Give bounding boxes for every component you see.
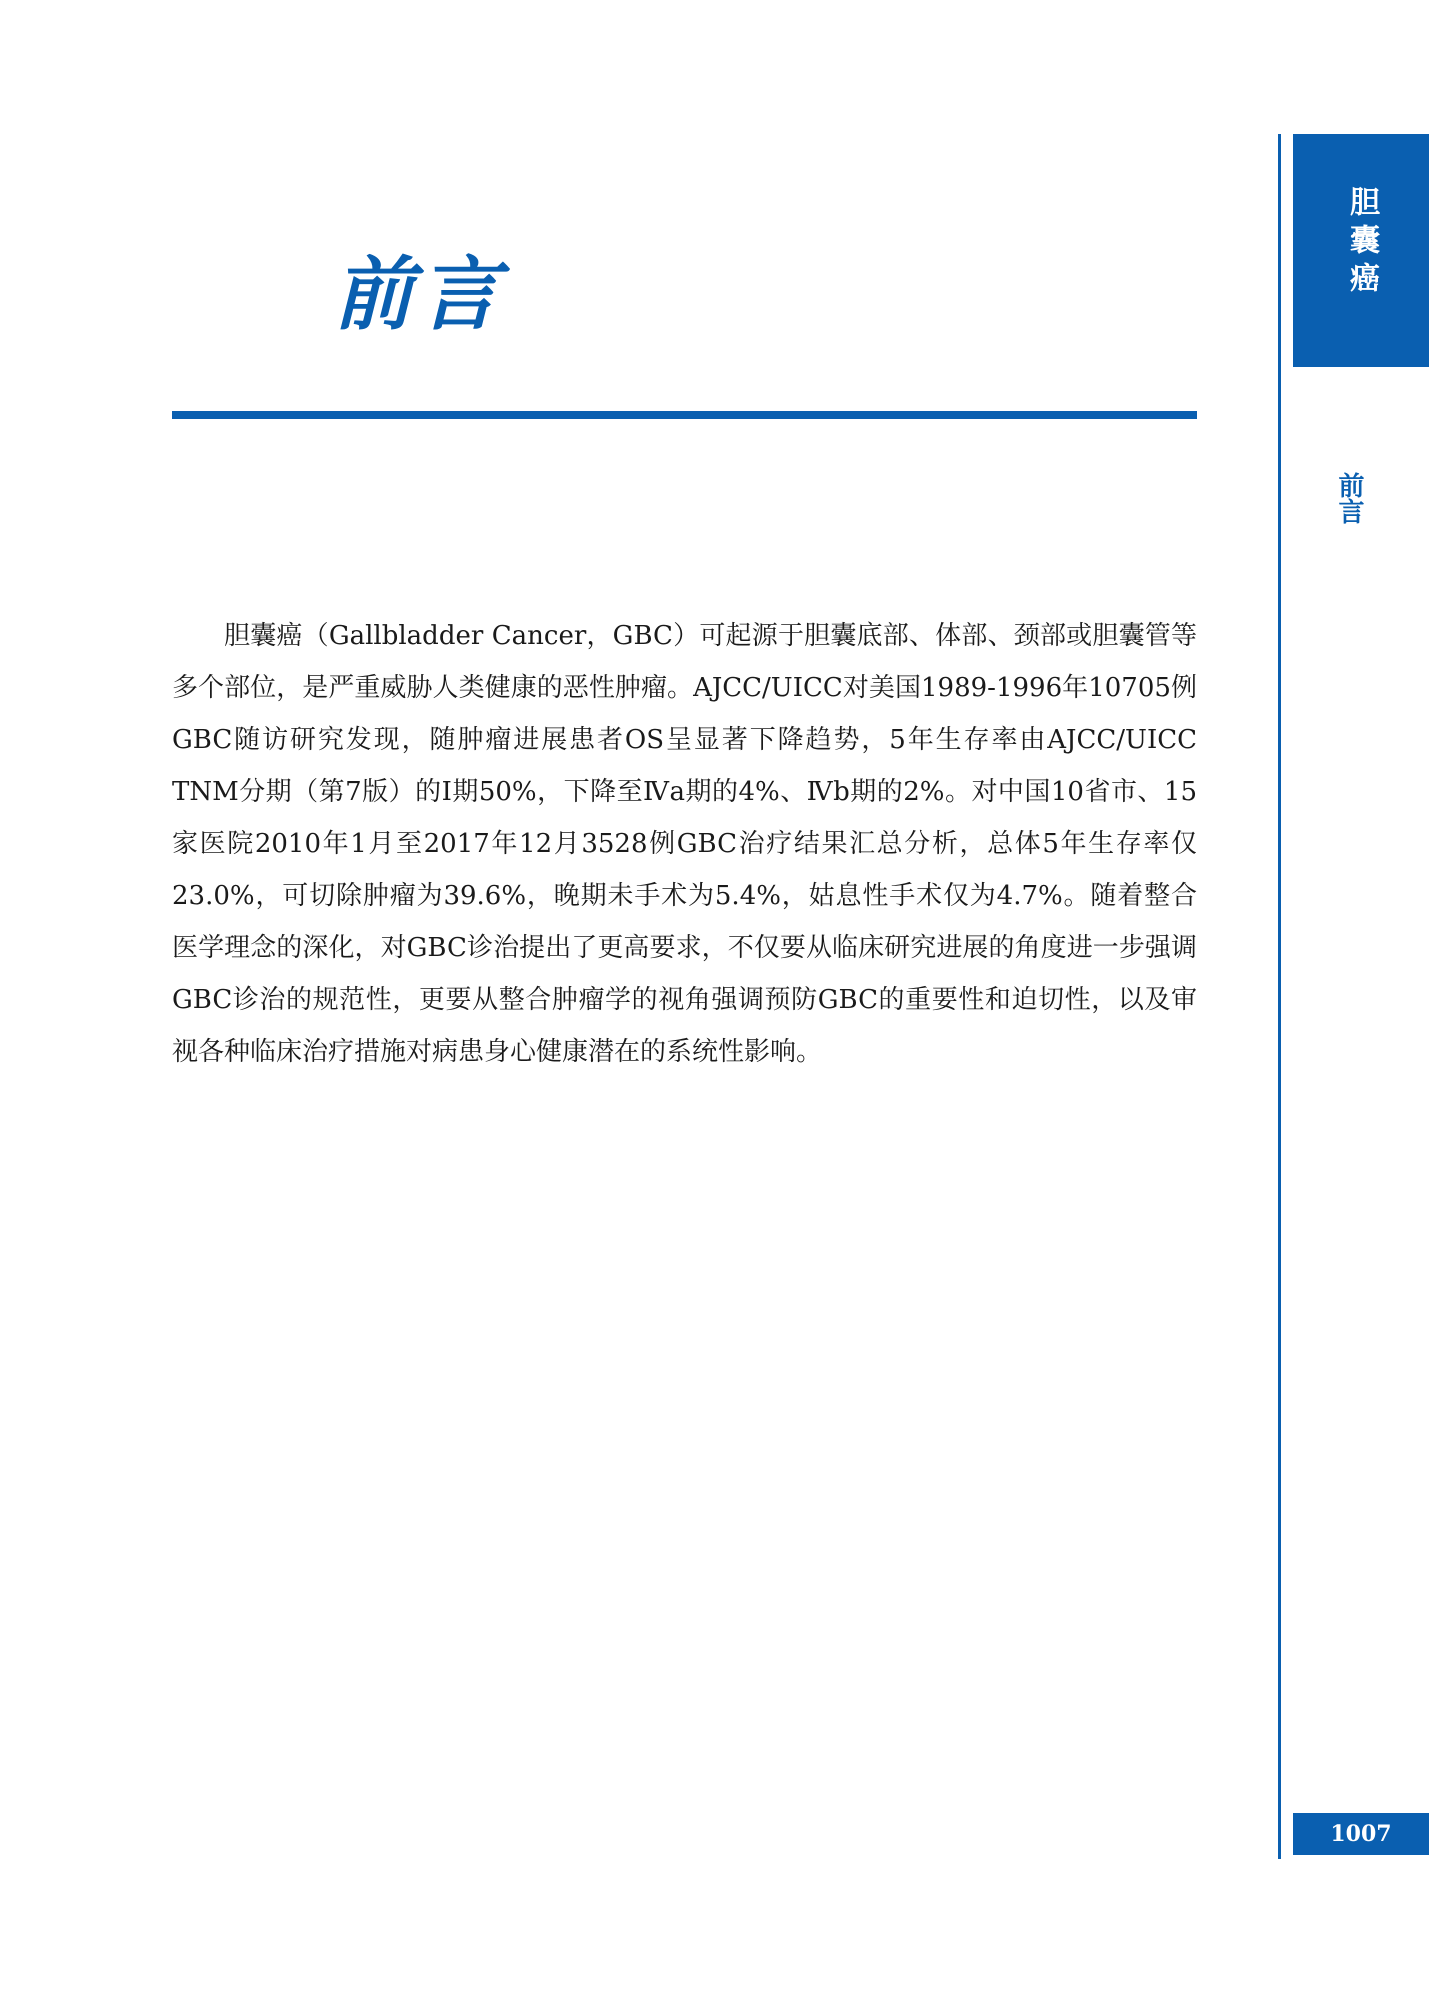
chapter-tab: [1293, 134, 1429, 367]
section-label: 前言: [1334, 472, 1364, 524]
title-divider: [172, 411, 1197, 419]
sidebar-divider: [1278, 134, 1281, 1859]
chapter-tab-label: 胆囊癌: [1344, 186, 1379, 300]
body-paragraph: 胆囊癌（Gallbladder Cancer，GBC）可起源于胆囊底部、体部、颈部或胆囊管等多个部位，是严重威胁人类健康的恶性肿瘤。AJCC/UICC对美国1989-1996年10705例GBC随访研究发现，随肿瘤进展患者OS呈显著下降趋势，5年生存率由AJCC/UICC TNM分期（第7版）的Ⅰ期50%，下降至Ⅳa期的4%、Ⅳb期的2%。对中国10省市、15家医院2010年1月至2017年12月3528例GBC治疗结果汇总分析，总体5年生存率仅23.0%，可切除肿瘤为39.6%，晚期未手术为5.4%，姑息性手术仅为4.7%。随着整合医学理念的深化，对GBC诊治提出了更高要求，不仅要从临床研究进展的角度进一步强调GBC诊治的规范性，更要从整合肿瘤学的视角强调预防GBC的重要性和迫切性，以及审视各种临床治疗措施对病患身心健康潜在的系统性影响。: [172, 621, 1197, 1067]
page-title: 前言: [333, 248, 505, 341]
page-number: 1007: [1293, 1813, 1429, 1855]
